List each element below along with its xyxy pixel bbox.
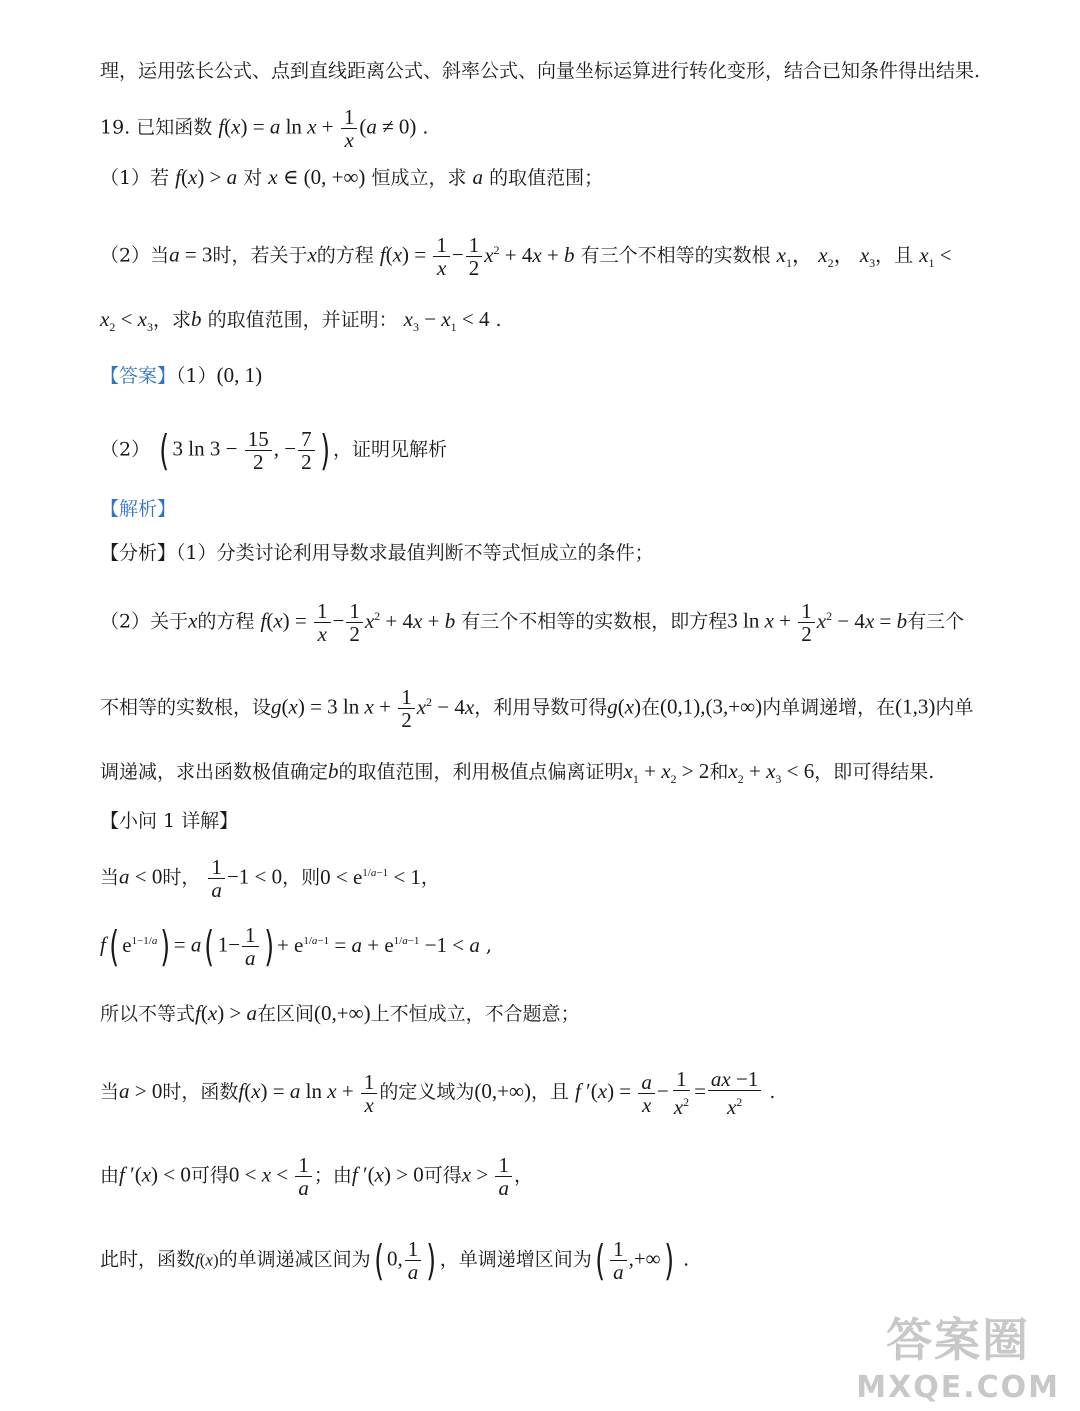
fenxi-line-3: 不相等的实数根，设g(x) = 3 ln x + $\frac{1}{2}$ $x^2 - 4x$，利用导数可得g(x)在(0,1),(3,+∞)内单调递增，在(1,3)内单 (100, 685, 974, 732)
fenxi-line-1: 【分析】（1）分类讨论利用导数求最值判断不等式恒成立的条件； (100, 542, 654, 564)
detail-line-2: f( $e^{1-1/a}) = a$( 1− $\frac{1}{a}$ ) + $e^{1/a-1} = a + e^{1/a-1} -1 < a$ , (100, 921, 492, 971)
answer-label: 【答案】 (100, 365, 177, 387)
question-part2-cont: $x_2 < x_3$，求b 的取值范围，并证明： $x_3 - x_1 < 4$ . (100, 307, 502, 335)
question-stem: 已知函数 (136, 116, 213, 139)
detail-line-5: 由f ′(x) < 0可得0 < x < $\frac{1}{a}$ ；由f ′(x) > 0可得x > $\frac{1}{a}$ ， (100, 1153, 533, 1200)
detail-line-4: 当a > 0时，函数f(x) = a ln x + $\frac{1}{x}$ 的定义域为(0,+∞)，且 f ′(x) = $\frac{a}{x}$ − $\frac{1}{x^2}$ = $\frac{ax -1}{x^2}$ . (100, 1067, 776, 1119)
watermark-bottom: MXQE.COM (856, 1370, 1060, 1405)
detail-line-1: 当a < 0时， $\frac{1}{a}$ −1 < 0，则$0 < e^{1/a-1} < 1$， (100, 855, 440, 902)
question-part2: （2）当a = 3时，若关于x的方程 f(x) = $\frac{1}{x}$ − $\frac{1}{2}$ $x^2 + 4x + b$ 有三个不相等的实数根 $x_1$， $x_2$， $x_3$，且 $x_1$ < (100, 233, 952, 280)
answer-line-1: 【答案】（1）(0, 1) (100, 363, 263, 387)
fenxi-line-4: 调递减，求出函数极值确定b的取值范围，利用极值点偏离证明$x_1 + x_2 > 2$和$x_2 + x_3 < 6$，即可得结果. (100, 759, 935, 787)
detail-line-3: 所以不等式f(x) > a在区间(0,+∞)上不恒成立，不合题意； (100, 1001, 580, 1025)
watermark-top: 答案圈 (886, 1313, 1031, 1367)
detail-line-6: 此时，函数f(x)的单调递减区间为( 0, $\frac{1}{a}$ ) ，单调递增区间为( $\frac{1}{a}$ ,+∞) . (100, 1235, 690, 1285)
answer-line-2: （2） ( 3 ln 3 − $\frac{15}{2}$ , − $\frac{7}{2}$ ) ，证明见解析 (100, 425, 447, 475)
fenxi-line-2: （2）关于x的方程 f(x) = $\frac{1}{x}$ − $\frac{1}{2}$ $x^2 + 4x + b$ 有三个不相等的实数根，即方程3 ln x + $\frac{1}{2}$ $x^2 - 4x = b$有三个 (100, 599, 965, 646)
detail-label: 【小问 1 详解】 (100, 810, 239, 832)
question-number: 19. (100, 116, 131, 139)
question-19: 19. 已知函数 f(x) = a ln x + $\frac{1}{x}$ (a ≠ 0) . (100, 105, 429, 152)
fenxi-label: 【分析】 (100, 542, 177, 564)
intro-text: 理，运用弦长公式、点到直线距离公式、斜率公式、向量坐标运算进行转化变形，结合已知条件得出结果. (100, 60, 981, 82)
watermark-logo (856, 1304, 1060, 1405)
question-part1: （1）若 f(x) > a 对 x ∈ (0, +∞) 恒成立，求 a 的取值范围； (100, 165, 604, 189)
analysis-label: 【解析】 (100, 498, 177, 520)
